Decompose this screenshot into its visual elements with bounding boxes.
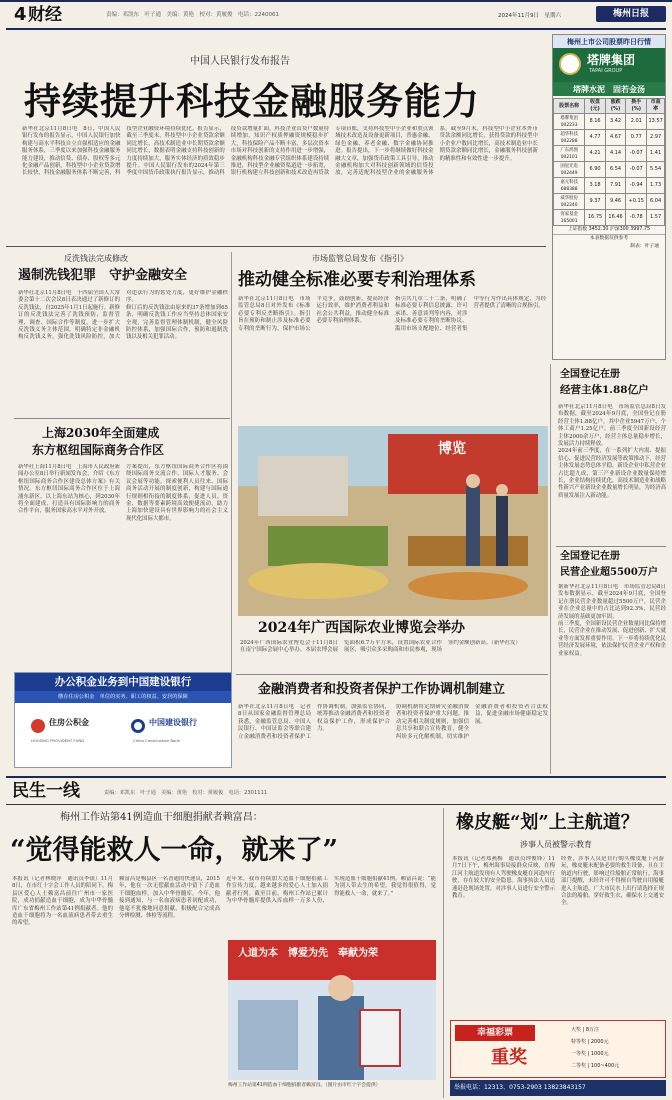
- stock-table: [553, 98, 665, 226]
- hotline-number: 12313、0753-2903 13823843157: [484, 1084, 586, 1091]
- donor-banner-text: 人道为本 博爱为先 奉献为荣: [238, 948, 378, 959]
- right-body-2: [558, 584, 666, 770]
- stock-cell: 广东鸿图 002101: [554, 146, 585, 162]
- left-paragraph: 新华社北京11月8日电 十四届全国人大常委会第十二次会议8日表决通过了新修订的反洗钱法，自2025年1月1日起施行。新修订的反洗钱法完善了洗钱预防、监督管理、调查、国际合作等制度，进一步扩大反洗钱义务主体范围，明确特定非金融机构反洗钱义务，强化洗钱风险防控，加大对违法行为的惩处力度，更好维护金融秩序。: [18, 290, 228, 341]
- stock-row: [554, 114, 665, 130]
- stock-cell: 4.21: [585, 146, 606, 162]
- hero-paragraph: 赖富昌是梅县区一名普通的快递员，2015年，他在一次无偿献血活动中留下了造血干细胞血样，加入中华骨髓库。今年，他接到通知，与一名血液病患者初配成功，他毫不犹豫地同意捐献，积极配合完成高分辨检测、体检等流程。: [119, 876, 220, 920]
- hero-paragraph: 本报讯（记者林晓萍 通讯员李银）11月8日，在市红十字会工作人员的陪同下，梅县区爱心人士赖富昌前往广州市一家医院，成功捐献造血干细胞，成为中华骨髓库广东省梅州工作站第41例捐献者。他的造血干细胞将为一名血液病患者带去重生的希望。: [12, 876, 113, 927]
- index-line: 上证指数 3452.30 沪深300 3997.75: [553, 226, 665, 235]
- ccb-logo-icon: [131, 719, 145, 733]
- housing-fund-logo-icon: [31, 719, 45, 733]
- donor-photo: [228, 940, 436, 1080]
- ad-logos: [15, 703, 231, 767]
- stock-row: [554, 178, 665, 194]
- right-paragraph: 前三季度，全国新设民营企业数量同比保持增长，民营企业在推动发展、促进创新、扩大就业等方面发挥重要作用。下一步将持续优化民营经济发展环境，依法保护民营企业产权和企业家权益。: [558, 621, 666, 657]
- lead-body: [22, 126, 538, 242]
- stock-cell: 13.57: [647, 114, 665, 130]
- stock-row: [554, 162, 665, 178]
- right-paragraph: 据新华社北京11月8日电 市场监管总局8日发布数据显示，截至2024年9月底，全国登记在册民营企业数量超过5500万户，民营企业在企业总量中的占比达到92.3%，民营经济发展的基础更加牢固。: [558, 584, 666, 620]
- stock-cell: -0.07: [626, 146, 647, 162]
- shanghai-paragraph: 新华社上海11月8日电 上海市人民政府新闻办公室8日举行新闻发布会，介绍《东方枢纽国际商务合作区建设总体方案》有关情况。东方枢纽国际商务合作区位于上海浦东新区，以上海东站为核心，到2030年将全面建成，打造具有国际影响力的商务合作平台，服务国家高水平对外开放。: [18, 464, 120, 515]
- brand-english: TAPAI GROUP: [589, 68, 623, 74]
- stock-cell: 0.77: [626, 130, 647, 146]
- left-paragraph: 修订后的反洗钱法由原来的37条增加到65条，明确反洗钱工作应当坚持总体国家安全观，完善监督管理体制机制，健全风险防控体系，加强国际合作，预防和遏制洗钱以及相关犯罪活动。: [126, 304, 228, 341]
- brand-slogan: 塔牌水泥 固若金汤: [553, 82, 665, 96]
- issue-date: 2024年11月9日 星期六: [498, 13, 561, 19]
- section-2-name: 民生一线: [12, 781, 80, 801]
- left-body: [18, 290, 228, 414]
- hero-paragraph: 近年来，我市持续加大造血干细胞捐献工作宣传力度，越来越多的爱心人士加入捐献者行列。截至目前，梅州工作站已累计为中华骨髓库提供入库血样一万多人份，实现造血干细胞捐献41例。赖富昌说：“能为别人带去生的希望，我觉得很值得，觉得能救人一命，就来了。”: [226, 876, 436, 905]
- housing-fund-english: HOUSING PROVIDENT FUND: [31, 738, 85, 743]
- right-headline-2a: 全国登记在册: [560, 551, 620, 562]
- lead-paragraph: 新华社北京11月8日电 8日，中国人民银行发布的报告显示，中国人民银行加快构建与高水平科技自立自强相适应的金融服务体系，三季度以来加强科技金融服务能力建设，推动信贷、债券、股权等多元化金融产品创新，科技型中小企业贷款增长较快，科技金融服务体系不断完善，科技型企业融资环境持续优化。报告显示，截至三季度末，科技型中小企业贷款余额同比增长，高技术制造业中长期贷款余额同比增长，数据表明金融支持科技创新的力度持续加大，服务实体经济的质效稳步提升。中国人民银行发布的2024年第三季度中国货币政策执行报告显示，推动科技贷款增量扩面，科技企业首贷户数量持续增加，知识产权质押融资规模稳步扩大，科技保险产品不断丰富，多层次资本市场对科技创新的支持作用进一步增强，金融机构科技金融专营组织体系建设持续推进，科技型企业融资渠道进一步拓宽，银行机构建立科技创新和技术改造再贷款专项台账，支持科技型中小企业和重点领域技术改造及设备更新项目，普惠金融、绿色金融、养老金融、数字金融协同推进。报告提出，下一步将继续做好科技金融大文章，加强货币政策工具引导，推动金融机构加大对科技创新领域的信贷投放，完善适配科技型企业的金融服务体系。截至9月末，科技型中小企业本外币贷款余额同比增长，获得贷款的科技型中小企业户数同比增长，高技术制造业中长期贷款余额同比增长，金融服务科技创新的精准性和有效性进一步提升。: [22, 126, 538, 177]
- stock-note: 本表数据仅供参考: [589, 236, 629, 241]
- ad-subtitle: 缴存住房公积金 单位的实务、职工的权益、安居的保障: [15, 691, 231, 703]
- section-2-staff: 责编：邓凯东 叶子通 美编：黄艳 校对：黄履俊 电话：2301111: [104, 790, 268, 796]
- stock-author: 制表：叶子通: [630, 244, 659, 249]
- stock-cell: +0.15: [626, 194, 647, 210]
- lottery-advert: [450, 1020, 666, 1078]
- hotline-label: 举报电话：: [454, 1084, 485, 1091]
- stock-cell: -0.94: [626, 178, 647, 194]
- masthead-logo: [596, 6, 666, 22]
- shanghai-body: [18, 464, 228, 664]
- brand-logo-icon: [559, 53, 581, 75]
- right-paragraph: 2024年前三季度，在一系列扩大内需、提振信心、促进民营经济发展等政策推动下，经营主体发展态势总体平稳，新设企业中私营企业占比超九成，第三产业新设企业数量保持增长，企业结构持续优化，高技术制造业和战略性新兴产业新设企业数量增长明显，为经济高质量发展注入新动能。: [558, 448, 666, 499]
- stock-cell: 2.01: [626, 114, 647, 130]
- consumer-paragraph: 新华社北京11月8日电 记者8日从国家金融监督管理总局获悉，金融监管总局、中国人民银行、中国证监会等联合建立金融消费者和投资者保护工作协调机制，加强监管协同，统筹推动金融消费者和投资者权益保护工作，形成保护合力。: [238, 704, 390, 740]
- right-body-1: [558, 404, 666, 544]
- stock-cell: 塔牌集团 002233: [554, 114, 585, 130]
- lottery-title: 幸福彩票: [455, 1025, 535, 1041]
- agri-expo-photo: [238, 426, 548, 616]
- ccb-name: 中国建设银行: [149, 717, 197, 727]
- page-header: [6, 4, 666, 26]
- right-headline-1a: 全国登记在册: [560, 369, 620, 380]
- consumer-paragraph: 协调机制将定期研究金融消费者和投资者保护重大问题，推动完善相关制度规则，加强信息共享和联合宣传教育，健全纠纷多元化解机制，切实维护金融消费者和投资者合法权益，促进金融市场健康稳定发展。: [396, 704, 548, 740]
- stock-row: [554, 194, 665, 210]
- stock-cell: -0.07: [626, 162, 647, 178]
- stock-cell: 1.57: [647, 210, 665, 226]
- hotline-bar: [450, 1080, 666, 1096]
- boat-body: [452, 856, 664, 1016]
- donor-caption: 梅州工作站第41例造血干细胞捐献者赖富昌。（图片由市红十字会提供）: [228, 1083, 381, 1088]
- housing-fund-name: 住房公积金: [49, 717, 89, 727]
- stock-cell: 5.54: [647, 162, 665, 178]
- agri-photo-illustration: [238, 426, 548, 616]
- boat-subheadline: 涉事人员被警示教育: [520, 840, 592, 849]
- brand-name: 塔牌集团: [587, 53, 636, 67]
- stock-row: [554, 146, 665, 162]
- stock-cell: 9.46: [605, 194, 626, 210]
- stock-cell: 国星光电 002449: [554, 162, 585, 178]
- boat-paragraph: 经查，涉事人员是自行购买橡皮艇下河游玩，橡皮艇未配备必要的救生设备，且在主航道内行驶，影响过往船舶正常航行。海事部门提醒，未经许可不得擅自驾驶自用船艇进入主航道，广大市民水上出行请选择正规合法的船舶，穿好救生衣，确保水上交通安全。: [561, 856, 664, 907]
- col-turnover: 换手(%): [626, 99, 647, 114]
- col-close: 收盘(元): [585, 99, 606, 114]
- boat-paragraph: 本报讯（记者郑燕梅 通讯员钟俊锋）11月7日下午，梅州海事局接群众反映，在梅江河主航道发现有人驾驶橡皮艇在河道内行驶，存在较大的安全隐患。海事执法人员迅速赶赴现场处置，对涉事人员进行安全警示教育。: [452, 856, 555, 900]
- staff-line: 责编：邓凯东 叶子通 美编：黄艳 校对：黄履俊 电话：2240061: [106, 12, 279, 18]
- stock-cell: 3.18: [585, 178, 606, 194]
- stock-box-title: 梅州上市公司股票昨日行情: [553, 35, 665, 48]
- section-name: 财经: [28, 5, 62, 25]
- stock-cell: 6.54: [605, 162, 626, 178]
- stock-cell: 8.16: [585, 114, 606, 130]
- lottery-word: 重奖: [491, 1047, 527, 1068]
- brand-banner: [553, 48, 665, 82]
- hero-body-right: [226, 876, 436, 936]
- right-headline-1b: 经营主体1.88亿户: [560, 384, 649, 396]
- stock-cell: 2.97: [647, 130, 665, 146]
- lottery-prize-list: [571, 1024, 663, 1072]
- shanghai-headline-2: 东方枢纽国际商务合作区: [32, 443, 165, 457]
- left-headline: 遏制洗钱犯罪 守护金融安全: [18, 268, 188, 283]
- prize-row: 一等奖 | 1000元: [571, 1051, 609, 1057]
- consumer-headline: 金融消费者和投资者保护工作协调机制建立: [258, 682, 506, 697]
- donor-photo-illustration: [228, 940, 436, 1080]
- stock-cell: 3.42: [605, 114, 626, 130]
- stock-cell: -0.78: [626, 210, 647, 226]
- hero-kicker: 梅州工作站第41例造血干细胞捐献者赖富昌：: [60, 812, 263, 823]
- lead-kicker: 中国人民银行发布报告: [190, 56, 290, 67]
- stock-cell: 4.77: [585, 130, 606, 146]
- col-name: 股票名称: [554, 99, 585, 114]
- mid-body: [238, 296, 546, 420]
- col-pe: 市盈率: [647, 99, 665, 114]
- stock-cell: 1.73: [647, 178, 665, 194]
- shanghai-headline-1: 上海2030年全面建成: [42, 426, 160, 440]
- masthead-text: 梅州日报: [612, 9, 649, 19]
- prize-row: 大奖 | 8万注: [571, 1027, 600, 1033]
- agri-headline: 2024年广西国际农业博览会举办: [258, 620, 465, 636]
- hero-body-left: [12, 876, 220, 1094]
- stock-table-body: [554, 114, 665, 226]
- stock-cell: 4.14: [605, 146, 626, 162]
- boat-headline: 橡皮艇“划”上主航道？: [456, 812, 639, 833]
- mid-headline: 推动健全标准必要专利治理体系: [238, 270, 476, 290]
- prize-row: 特等奖 | 2000元: [571, 1039, 609, 1045]
- stock-cell: 1.41: [647, 146, 665, 162]
- right-headline-2b: 民营企业超5500万户: [560, 567, 658, 578]
- expo-sign: 博览: [438, 441, 466, 457]
- stock-cell: 嘉元科技 688388: [554, 178, 585, 194]
- right-paragraph: 新华社北京11月8日电 市场监管总局8日发布数据，截至2024年9月底，全国登记在册经营主体1.88亿户，其中企业5947万户，个体工商户1.25亿户。前三季度全国新设经营主体2000余万户，经营主体总量稳步增长，发展活力持续释放。: [558, 404, 666, 448]
- lead-headline: 持续提升科技金融服务能力: [24, 79, 480, 123]
- prize-row: 二等奖 | 100~400元: [571, 1063, 620, 1069]
- consumer-body: [238, 704, 548, 766]
- left-kicker: 反洗钱法完成修改: [64, 254, 128, 263]
- ccb-english: China Construction Bank: [133, 738, 180, 743]
- stock-row: [554, 130, 665, 146]
- hero-headline: “觉得能救人一命，就来了”: [10, 835, 339, 866]
- stock-cell: 客家基金 165001: [554, 210, 585, 226]
- stock-cell: 9.37: [585, 194, 606, 210]
- page-number: 4: [14, 4, 27, 25]
- col-change: 涨跌(%): [605, 99, 626, 114]
- stock-cell: 16.75: [585, 210, 606, 226]
- mid-paragraph: 指引共九章二十二条，明确了标准必要专利信息披露、许可承诺、善意谈判等内容，对涉及标准必要专利的垄断协议、滥用市场支配地位、经营者集中等行为作出具体规定，为经营者提供了清晰的合规指引。: [395, 296, 546, 332]
- ccb-advert: [14, 672, 232, 768]
- agri-caption: 2024年广西国际农业博览会于11月8日在南宁国际会展中心举办。本届农博会展览面积6.7万平方米，设置国际农业合作展区，吸引众多采购商和市民参观，现场签约金额创新高。（新华社发）: [240, 640, 521, 654]
- shanghai-paragraph: 方案提出，东方枢纽国际商务合作区将围绕国际商务交流合作、国际人才服务、会议会展等功能，探索便利人员往来、国际商务活动开展的制度创新，构建与国际通行规则相衔接的制度体系，促进人员、资金、数据等要素跨境高效便捷流动，助力上海加快建设具有世界影响力的社会主义现代化国际大都市。: [126, 464, 228, 522]
- stock-cell: 7.91: [605, 178, 626, 194]
- stock-row: [554, 210, 665, 226]
- stock-cell: 威华股份 002240: [554, 194, 585, 210]
- stock-cell: 6.90: [585, 162, 606, 178]
- mid-paragraph: 新华社北京11月8日电 市场监管总局8日对外发布《标准必要专利反垄断指引》。指引旨在预防和制止涉及标准必要专利的垄断行为，保护市场公平竞争，鼓励创新，提高经济运行效率，维护消费者利益和社会公共利益，推动健全标准必要专利治理体系。: [238, 296, 389, 332]
- stock-cell: 4.67: [605, 130, 626, 146]
- stock-cell: 6.04: [647, 194, 665, 210]
- stock-box: [552, 34, 666, 360]
- mid-kicker: 市场监管总局发布《指引》: [312, 254, 408, 263]
- stock-table-header: [554, 99, 665, 114]
- stock-cell: 16.46: [605, 210, 626, 226]
- ad-title: 办公积金业务到中国建设银行: [15, 673, 231, 691]
- stock-cell: 超华科技 002288: [554, 130, 585, 146]
